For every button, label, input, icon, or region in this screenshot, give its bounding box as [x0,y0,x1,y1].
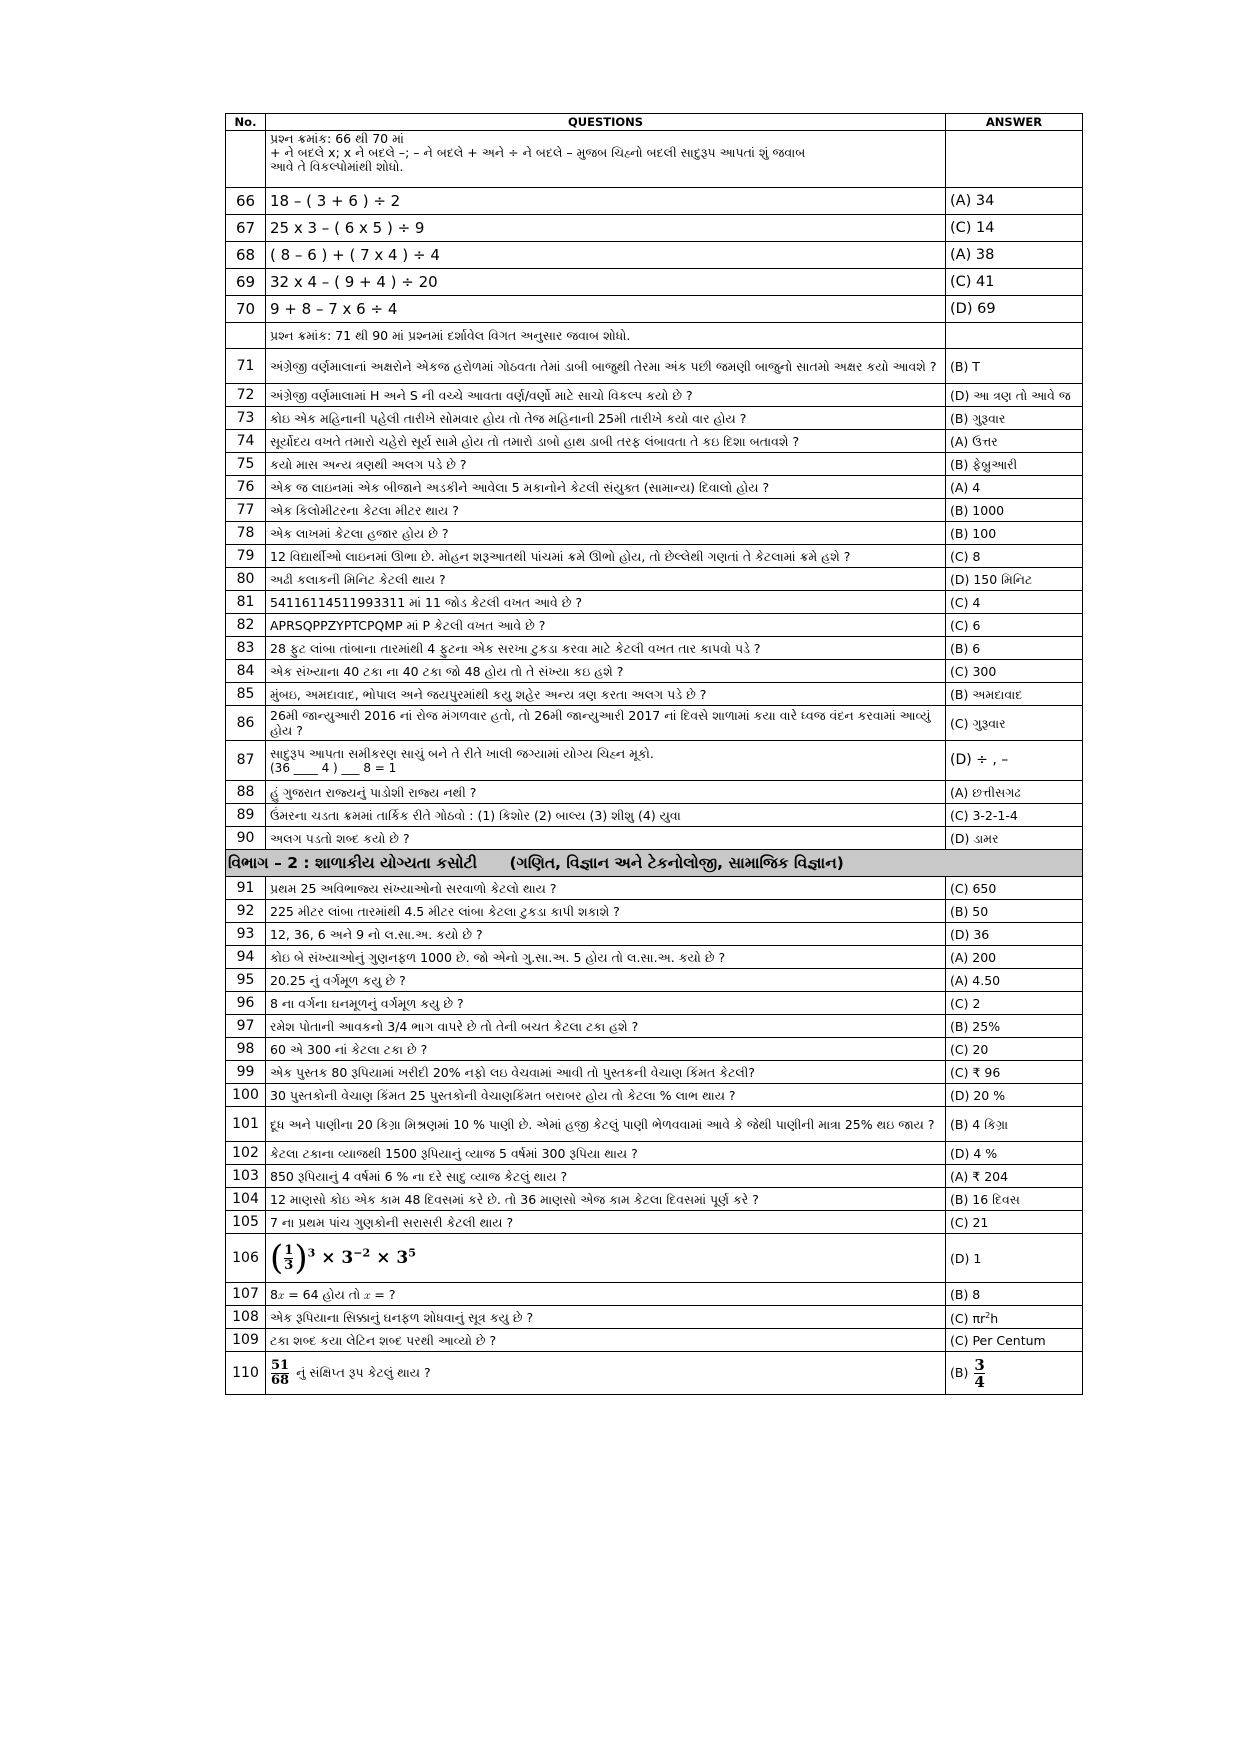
question-text: એક પુસ્તક 80 રૂપિયામાં ખરીદી 20% નફો લઇ વેચવામાં આવી તો પુસ્તકની વેચાણ કિંમત કેટલી? [266,1061,946,1084]
question-row [226,1142,1083,1165]
answer-text: (C) 21 [946,1211,1083,1234]
answer-text: (A) 4.50 [946,969,1083,992]
question-row [226,1015,1083,1038]
question-number: 86 [226,706,266,741]
question-row [226,1234,1083,1283]
question-text: 25 x 3 – ( 6 x 5 ) ÷ 9 [266,215,946,242]
question-row [226,877,1083,900]
question-number: 77 [226,499,266,522]
header-no: No. [226,114,266,131]
question-number: 103 [226,1165,266,1188]
exponent: 3 [307,1245,316,1259]
question-number: 110 [226,1352,266,1395]
question-number: 88 [226,781,266,804]
question-number: 81 [226,591,266,614]
math-expression [266,1234,946,1283]
intro-66-line1: પ્રશ્ન ક્રમાંક: 66 થી 70 માં [270,131,404,146]
answer-text: (B) 16 દિવસ [946,1188,1083,1211]
question-text: 60 એ 300 નાં કેટલા ટકા છે ? [266,1038,946,1061]
question-row [226,568,1083,591]
question-number: 74 [226,430,266,453]
question-row [226,1061,1083,1084]
answer-text: (C) 41 [946,269,1083,296]
question-row [226,900,1083,923]
answer-text: (D) ÷ , – [946,741,1083,781]
question-row [226,242,1083,269]
question-line: સાદુરૂપ આપતા સમીકરણ સાચું બને તે રીતે ખાલી જગ્યામાં યોગ્ય ચિહ્ન મૂકો. [270,745,654,761]
question-text: સૂર્યોદય વખતે તમારો ચહેરો સૂર્ય સામે હોય તો તમારો ડાબો હાથ ડાબી તરફ લંબાવતા તે કઇ દિશા બતાવશે ? [266,430,946,453]
question-text: અંગ્રેજી વર્ણમાલાનાં અક્ષરોને એકજ હરોળમાં ગોઠવતા તેમાં ડાબી બાજુથી તેરમા અંક પછી જમણી બાજુનો સાતમો અક્ષર કયો આવશે ? [266,349,946,384]
intro-66-no [226,131,266,188]
answer-text: (C) 4 [946,591,1083,614]
answer-text: (B) 8 [946,1283,1083,1306]
answer-text: (A) 38 [946,242,1083,269]
question-number: 83 [226,637,266,660]
question-row [226,499,1083,522]
intro-66-row [226,131,1083,188]
answer-text: (C) ગુરૂવાર [946,706,1083,741]
question-row [226,407,1083,430]
question-row [226,1352,1083,1395]
answer-text: (C) 2 [946,992,1083,1015]
answer-text: (C) πr [950,1311,986,1327]
question-row [226,827,1083,850]
question-text: કયો માસ અન્ય ત્રણથી અલગ પડે છે ? [266,453,946,476]
header-row [226,114,1083,131]
question-text: નું સંક્ષિપ્ત રૂપ કેટલું થાય ? [296,1364,431,1380]
open-paren: ( [270,1237,284,1278]
question-number: 89 [226,804,266,827]
question-number: 84 [226,660,266,683]
fraction-numerator: 51 [271,1357,290,1373]
intro-71-no [226,323,266,349]
answer-fraction [974,1357,984,1390]
answer-exponent: 2 [985,1309,991,1320]
question-row [226,946,1083,969]
answer-text: (D) આ ત્રણ તો આવે જ [946,384,1083,407]
fraction-one-third [284,1244,293,1273]
question-text: એક રૂપિયાના સિક્કાનું ઘનફળ શોધવાનું સૂત્ર કયુ છે ? [266,1306,946,1329]
question-text: 8 ના વર્ગના ઘનમૂળનું વર્ગમૂળ કયુ છે ? [266,992,946,1015]
question-row [226,522,1083,545]
question-row [226,1188,1083,1211]
fraction-denominator: 4 [974,1372,985,1391]
intro-71-row [226,323,1083,349]
question-row [226,384,1083,407]
intro-66-line2: + ને બદલે x; x ને બદલે –; – ને બદલે + અને ÷ ને બદલે – મુજબ ચિહ્નો બદલી સાદુરૂપ આપતાં શું જવાબ [270,145,806,160]
question-row [226,545,1083,568]
question-number: 97 [226,1015,266,1038]
question-row [226,430,1083,453]
answer-text: (D) 69 [946,296,1083,323]
answer-text: (D) ડામર [946,827,1083,850]
fraction-denominator: 68 [271,1372,290,1388]
answer-text: (C) 3-2-1-4 [946,804,1083,827]
question-row [226,969,1083,992]
question-row [226,683,1083,706]
question-number: 69 [226,269,266,296]
question-number: 105 [226,1211,266,1234]
questions-table [225,113,1083,1395]
answer-text: (B) 1000 [946,499,1083,522]
question-number: 98 [226,1038,266,1061]
answer-text: (D) 150 મિનિટ [946,568,1083,591]
answer-text: (B) 50 [946,900,1083,923]
question-text: એક કિલોમીટરના કેટલા મીટર થાય ? [266,499,946,522]
question-text: 850 રૂપિયાનું 4 વર્ષમાં 6 % ના દરે સાદુ વ્યાજ કેટલું થાય ? [266,1165,946,1188]
question-number: 72 [226,384,266,407]
question-row [226,741,1083,781]
question-number: 70 [226,296,266,323]
answer-text: (B) ફેબ્રુઆરી [946,453,1083,476]
question-text: એક સંખ્યાના 40 ટકા ના 40 ટકા જો 48 હોય તો તે સંખ્યા કઇ હશે ? [266,660,946,683]
question-text: 7 ના પ્રથમ પાંચ ગુણકોની સરાસરી કેટલી થાય ? [266,1211,946,1234]
question-number: 85 [226,683,266,706]
question-text: રમેશ પોતાની આવકનો 3/4 ભાગ વાપરે છે તો તેની બચત કેટલા ટકા હશે ? [266,1015,946,1038]
answer-text: (B) 6 [946,637,1083,660]
question-number: 68 [226,242,266,269]
question-row [226,1283,1083,1306]
answer-tail: h [990,1311,999,1327]
question-text: 18 – ( 3 + 6 ) ÷ 2 [266,188,946,215]
question-text [266,741,946,781]
question-row [226,476,1083,499]
answer-text: (A) છત્તીસગઢ [946,781,1083,804]
answer-text: (D) 1 [946,1234,1083,1283]
answer-text: (A) 34 [946,188,1083,215]
answer-text: (C) 20 [946,1038,1083,1061]
close-paren: ) [294,1237,308,1278]
question-text: 32 x 4 – ( 9 + 4 ) ÷ 20 [266,269,946,296]
question-text: કેટલા ટકાના વ્યાજથી 1500 રૂપિયાનું વ્યાજ 5 વર્ષમાં 300 રૂપિયા થાય ? [266,1142,946,1165]
question-text: અલગ પડતો શબ્દ કયો છે ? [266,827,946,850]
question-row [226,614,1083,637]
question-number: 95 [226,969,266,992]
question-number: 106 [226,1234,266,1283]
section-2-title: વિભાગ – 2 : શાળાકીય યોગ્યતા કસોટી (ગણિત, વિજ્ઞાન અને ટેકનોલોજી, સામાજિક વિજ્ઞાન) [226,850,1083,877]
question-row [226,349,1083,384]
answer-text: (A) 4 [946,476,1083,499]
question-number: 90 [226,827,266,850]
question-row [226,1211,1083,1234]
intro-66-text [266,131,946,188]
question-row [226,923,1083,946]
header-questions: QUESTIONS [266,114,946,131]
question-text-cell [266,1352,946,1395]
exponent: −2 [353,1245,371,1259]
question-text: 54116114511993311 માં 11 જોડ કેટલી વખત આવે છે ? [266,591,946,614]
question-text: અંગ્રેજી વર્ણમાલામાં H અને S ની વચ્ચે આવતા વર્ણ/વર્ણો માટે સાચો વિકલ્પ કયો છે ? [266,384,946,407]
question-number: 87 [226,741,266,781]
question-text: 30 પુસ્તકોની વેચાણ કિંમત 25 પુસ્તકોની વેચાણકિંમત બરાબર હોય તો કેટલા % લાભ થાય ? [266,1084,946,1107]
answer-cell [946,1306,1083,1329]
answer-text: (A) ₹ 204 [946,1165,1083,1188]
question-answer-sheet [225,113,1082,1395]
question-number: 76 [226,476,266,499]
question-row [226,660,1083,683]
question-text: 9 + 8 – 7 x 6 ÷ 4 [266,296,946,323]
question-row [226,453,1083,476]
question-number: 82 [226,614,266,637]
section-2-row [226,850,1083,877]
question-text: 12 માણસો કોઇ એક કામ 48 દિવસમાં કરે છે. તો 36 માણસો એજ કામ કેટલા દિવસમાં પૂર્ણ કરે ? [266,1188,946,1211]
question-row [226,296,1083,323]
answer-cell [946,1352,1083,1395]
question-number: 73 [226,407,266,430]
question-text: કોઇ બે સંખ્યાઓનું ગુણનફળ 1000 છે. જો એનો ગુ.સા.અ. 5 હોય તો લ.સા.અ. કયો છે ? [266,946,946,969]
fraction-numerator: 3 [974,1355,985,1374]
question-number: 93 [226,923,266,946]
intro-71-text: પ્રશ્ન ક્રમાંક: 71 થી 90 માં પ્રશ્નમાં દર્શાવેલ વિગત અનુસાર જવાબ શોધો. [266,323,946,349]
question-row [226,269,1083,296]
question-text: પ્રથમ 25 અવિભાજ્ય સંખ્યાઓનો સરવાળો કેટલો થાય ? [266,877,946,900]
answer-text: (A) ઉત્તર [946,430,1083,453]
question-row [226,591,1083,614]
question-row [226,992,1083,1015]
question-row [226,1306,1083,1329]
question-number: 79 [226,545,266,568]
question-text: એક જ લાઇનમાં એક બીજાને અડકીને આવેલા 5 મકાનોને કેટલી સંયુક્ત (સામાન્ય) દિવાલો હોય ? [266,476,946,499]
intro-66-answer [946,131,1083,188]
answer-text: (B) 100 [946,522,1083,545]
answer-text: (D) 4 % [946,1142,1083,1165]
answer-text: (C) ₹ 96 [946,1061,1083,1084]
answer-text: (C) 300 [946,660,1083,683]
question-text: ( 8 – 6 ) + ( 7 x 4 ) ÷ 4 [266,242,946,269]
question-number: 107 [226,1283,266,1306]
question-number: 96 [226,992,266,1015]
question-text: APRSQPPZYPTCPQMP માં P કેટલી વખત આવે છે ? [266,614,946,637]
question-row [226,706,1083,741]
question-number: 67 [226,215,266,242]
fraction-denominator: 3 [284,1257,294,1273]
answer-text: (C) 6 [946,614,1083,637]
question-number: 100 [226,1084,266,1107]
question-number: 80 [226,568,266,591]
question-text: 225 મીટર લાંબા તારમાંથી 4.5 મીટર લાંબા કેટલા ટુકડા કાપી શકાશે ? [266,900,946,923]
question-row [226,188,1083,215]
question-number: 91 [226,877,266,900]
question-number: 71 [226,349,266,384]
question-text: ટકા શબ્દ કયા લેટિન શબ્દ પરથી આવ્યો છે ? [266,1329,946,1352]
question-text: દૂધ અને પાણીના 20 કિગ્રા મિશ્રણમાં 10 % પાણી છે. એમાં હજી કેટલું પાણી ભેળવવામાં આવે કે જેથી પાણીની માત્રા 25% થઇ જાય ? [266,1107,946,1142]
answer-text: (C) Per Centum [946,1329,1083,1352]
operator-term: × 3 [376,1247,409,1268]
question-text: 12, 36, 6 અને 9 નો લ.સા.અ. કયો છે ? [266,923,946,946]
question-number: 109 [226,1329,266,1352]
question-number: 75 [226,453,266,476]
answer-text: (C) 8 [946,545,1083,568]
answer-prefix: (B) [950,1364,969,1380]
fraction-numerator: 1 [284,1242,294,1258]
exponent: 5 [408,1245,416,1259]
question-row [226,637,1083,660]
question-text: અઢી કલાકની મિનિટ કેટલી થાય ? [266,568,946,591]
operator-term: × 3 [321,1247,354,1268]
question-row [226,1165,1083,1188]
question-text: કોઇ એક મહિનાની પહેલી તારીખે સોમવાર હોય તો તેજ મહિનાની 25મી તારીખે કયો વાર હોય ? [266,407,946,430]
answer-text: (B) અમદાવાદ [946,683,1083,706]
question-row [226,1084,1083,1107]
question-number: 102 [226,1142,266,1165]
question-row [226,1329,1083,1352]
question-number: 104 [226,1188,266,1211]
question-number: 78 [226,522,266,545]
answer-text: (B) ગુરૂવાર [946,407,1083,430]
answer-text: (B) 4 કિગ્રા [946,1107,1083,1142]
question-text: 12 વિદ્યાર્થીઓ લાઇનમાં ઊભા છે. મોહન શરૂઆતથી પાંચમાં ક્રમે ઊભો હોય, તો છેલ્લેથી ગણતાં તે કેટલામાં ક્રમે હશે ? [266,545,946,568]
answer-text: (A) 200 [946,946,1083,969]
answer-text: (D) 36 [946,923,1083,946]
question-text: 20.25 નું વર્ગમૂળ કયુ છે ? [266,969,946,992]
intro-66-line3: આવે તે વિકલ્પોમાંથી શોધો. [270,159,404,174]
question-text: 8𝑥 = 64 હોય તો 𝑥 = ? [266,1283,946,1306]
question-number: 108 [226,1306,266,1329]
question-row [226,215,1083,242]
question-text: ઉંમરના ચડતા ક્રમમાં તાર્કિક રીતે ગોઠવો : (1) કિશોર (2) બાલ્ય (3) શીશુ (4) યુવા [266,804,946,827]
equation-line: (36 ____ 4 ) ___ 8 = 1 [270,760,397,775]
question-row [226,1038,1083,1061]
answer-text: (B) 25% [946,1015,1083,1038]
question-text: મુંબઇ, અમદાવાદ, ભોપાલ અને જયપુરમાંથી કયુ શહેર અન્ય ત્રણ કરતા અલગ પડે છે ? [266,683,946,706]
question-number: 66 [226,188,266,215]
fraction-51-68 [271,1359,289,1388]
answer-text: (C) 14 [946,215,1083,242]
question-number: 99 [226,1061,266,1084]
answer-text: (B) T [946,349,1083,384]
question-text: 26મી જાન્યુઆરી 2016 નાં રોજ મંગળવાર હતો, તો 26મી જાન્યુઆરી 2017 નાં દિવસે શાળામાં કયા વારે ધ્વજ વંદન કરવામાં આવ્યું હોય ? [266,706,946,741]
question-row [226,1107,1083,1142]
question-number: 94 [226,946,266,969]
intro-71-answer [946,323,1083,349]
question-row [226,781,1083,804]
answer-text: (D) 20 % [946,1084,1083,1107]
header-answer: ANSWER [946,114,1083,131]
question-text: હું ગુજરાત રાજ્યનું પાડોશી રાજ્ય નથી ? [266,781,946,804]
question-text: એક લાખમાં કેટલા હજાર હોય છે ? [266,522,946,545]
question-number: 101 [226,1107,266,1142]
question-number: 92 [226,900,266,923]
answer-text: (C) 650 [946,877,1083,900]
question-text: 28 ફુટ લાંબા તાંબાના તારમાંથી 4 ફુટના એક સરખા ટુકડા કરવા માટે કેટલી વખત તાર કાપવો પડે ? [266,637,946,660]
question-row [226,804,1083,827]
